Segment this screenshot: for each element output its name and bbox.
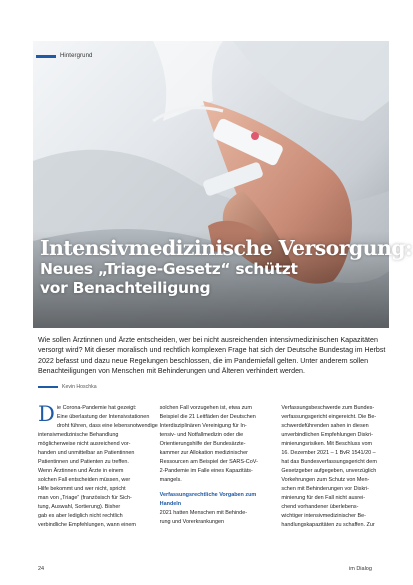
title-line-2: Neues „Triage-Gesetz“ schützt	[40, 260, 298, 278]
text-line: ie Corona-Pandemie hat gezeigt:	[56, 405, 137, 411]
title-line-3: vor Benachteiligung	[40, 279, 211, 297]
text-line: 2021 hatten Menschen mit Behinde-	[159, 510, 248, 516]
text-line: Verfassungsbeschwerde zum Bundes-	[281, 405, 375, 411]
text-line: hat das Bundesverfassungsgericht dem	[281, 459, 377, 465]
body-column-3	[281, 404, 390, 530]
text-line: droht führen, dass eine lebensnotwendige	[56, 423, 158, 429]
text-line: tensiv- und Notfallmedizin oder die	[159, 432, 244, 438]
text-line: Vorkehrungen zum Schutz von Men-	[281, 477, 370, 483]
text-line: kammer zur Allokation medizinischer	[159, 450, 248, 456]
text-line: verfassungsgericht eingereicht. Die Be-	[281, 414, 377, 420]
text-line: rung und Vorerkrankungen	[159, 519, 225, 525]
text-line: tung, Auswahl, Sortierung). Bisher	[38, 504, 121, 510]
text-line: minierung für den Fall nicht ausrei-	[281, 495, 366, 501]
text-line: chend vorhandener überlebens-	[281, 504, 359, 510]
text-line: Ressourcen am Beispiel der SARS-CoV-	[159, 459, 258, 465]
author-name: Kevin Hoschka	[62, 384, 97, 390]
body-columns	[38, 404, 390, 530]
text-line: solchen Fall entscheiden müssen, wer	[38, 477, 131, 483]
text-line: Wenn Ärztinnen und Ärzte in einem	[38, 468, 124, 474]
text-line: schwerdeführenden sahen in diesen	[281, 423, 369, 429]
text-line: solchen Fall vorzugehen ist, etwa zum	[159, 405, 252, 411]
text-line: minierungsrisiken. Mit Beschluss vom	[281, 441, 372, 447]
text-line: unverbindlichen Empfehlungen Diskri-	[281, 432, 373, 438]
text-line: gab es aber lediglich nicht rechtlich	[38, 513, 123, 519]
page-number: 24	[38, 566, 45, 572]
text-line: Eine überlastung der Intensivstationen	[56, 414, 150, 420]
text-line: handlungskapazitäten zu schaffen. Zur	[281, 522, 375, 528]
text-line: Interdisziplinären Vereinigung für In-	[159, 423, 247, 429]
column-heading-line: Handeln	[159, 501, 182, 507]
article-title	[40, 236, 412, 298]
title-line-1: Intensivmedizinische Versorgung:	[40, 236, 412, 260]
text-line: Orientierungshilfe der Bundesärzte-	[159, 441, 246, 447]
text-line: 16. Dezember 2021 – 1 BvR 1541/20 –	[281, 450, 376, 456]
text-line: Gesetzgeber aufgegeben, unverzüglich	[281, 468, 377, 474]
section-label: Hintergrund	[60, 53, 93, 59]
text-line: intensivmedizinische Behandlung	[38, 432, 119, 438]
publication-name: im Dialog	[349, 566, 372, 572]
accent-bar	[36, 55, 56, 58]
text-line: man von „Triage“ (französisch für Sich-	[38, 495, 132, 501]
text-line: handen und unmittelbar an Patientinnen	[38, 450, 135, 456]
byline	[38, 384, 97, 390]
text-line: 2-Pandemie im Falle eines Kapazitäts-	[159, 468, 253, 474]
text-line: verbindliche Empfehlungen, wann einem	[38, 522, 136, 528]
body-column-1	[38, 402, 158, 530]
text-line: möglicherweise nicht ausreichend vor-	[38, 441, 131, 447]
text-line: schen mit Behinderungen vor Diskri-	[281, 486, 369, 492]
column-heading-line: Verfassungsrechtliche Vorgaben zum	[159, 492, 257, 498]
byline-accent-bar	[38, 386, 58, 389]
drop-cap: D	[38, 402, 55, 426]
lead-paragraph: Wie sollen Ärztinnen und Ärzte entscheiden, wer bei nicht ausreichenden intensivmedizinischen Kapazitäten versorgt wird? Mit dieser moralisch und rechtlich komplexen Frage hat sich der Deutsche Bundestag im Herbst 2022 befasst und dazu neue Regelungen beschlossen, die im Pandemiefall gelten. Unter anderem sollen Benachteiligungen von Menschen mit Behinderungen und Älteren verhindert werden.	[38, 336, 386, 376]
section-tag	[36, 53, 92, 59]
text-line: Hilfe bekommt und wer nicht, spricht	[38, 486, 126, 492]
text-line: Patientinnen und Patienten zu treffen.	[38, 459, 129, 465]
text-line: wichtiger intensivmedizinischer Be-	[281, 513, 366, 519]
text-line: mangels.	[159, 477, 182, 483]
body-column-2	[160, 404, 269, 530]
text-line: Beispiel die 21 Leitfäden der Deutschen	[159, 414, 256, 420]
